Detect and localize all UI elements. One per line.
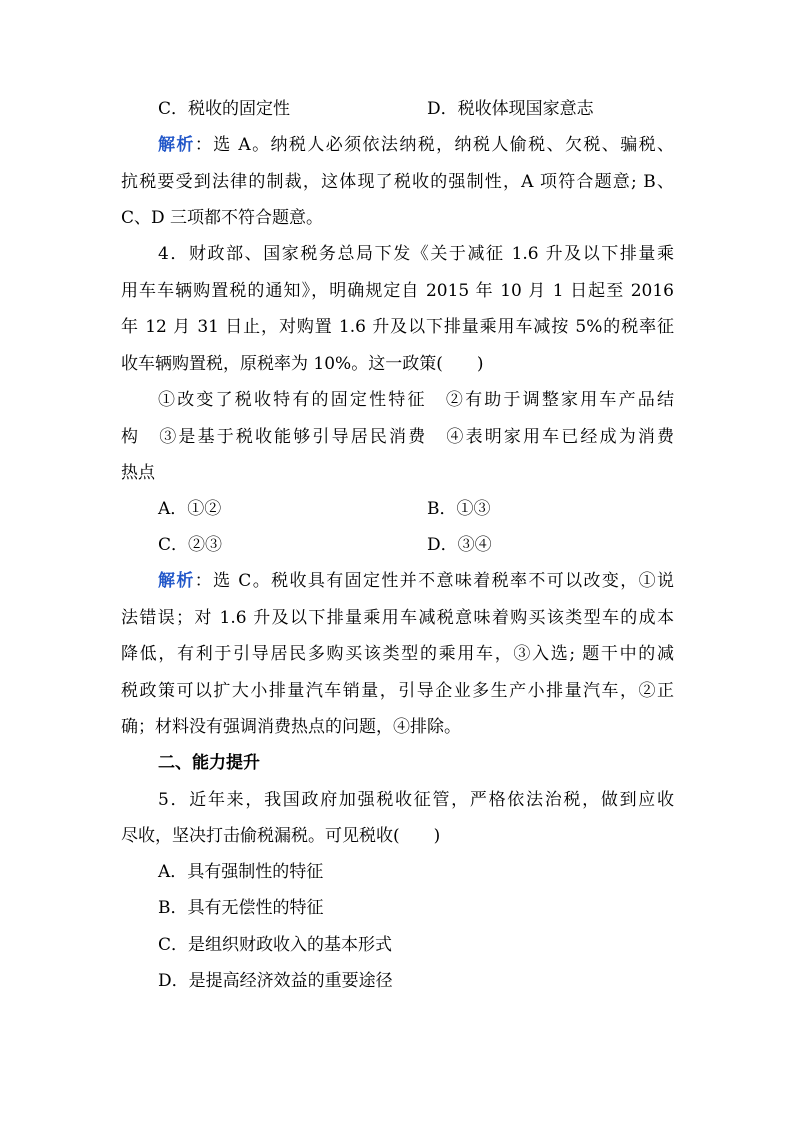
analysis-label: 解析 <box>158 135 195 155</box>
q4-analysis-line-4: 税政策可以扩大小排量汽车销量，引导企业多生产小排量汽车，②正 <box>121 681 674 701</box>
q3-analysis-text-1: ：选 A。纳税人必须依法纳税，纳税人偷税、欠税、骗税、 <box>194 135 674 155</box>
q4-analysis-line-3: 降低，有利于引导居民多购买该类型的乘用车，③入选; 题干中的减 <box>121 644 674 664</box>
q4-stem-line-2: 用车车辆购置税的通知》，明确规定自 2015 年 10 月 1 日起至 2016 <box>121 281 674 301</box>
q4-analysis-text-1: ：选 C。税收具有固定性并不意味着税率不可以改变，①说 <box>194 571 674 591</box>
q5-stem-line-1: 5．近年来，我国政府加强税收征管，严格依法治税，做到应收 <box>158 790 674 810</box>
q3-option-c: C．税收的固定性 <box>158 99 291 119</box>
q5-option-b: B．具有无偿性的特征 <box>158 898 324 918</box>
analysis-label: 解析 <box>158 571 195 591</box>
q4-option-b: B．①③ <box>427 499 491 519</box>
q4-option-c: C．②③ <box>158 535 223 555</box>
q4-stem-line-3: 年 12 月 31 日止，对购置 1.6 升及以下排量乘用车减按 5%的税率征 <box>121 317 674 337</box>
q3-analysis-line-3: C、D 三项都不符合题意。 <box>121 208 324 228</box>
q4-statements-line-1: ①改变了税收特有的固定性特征 ②有助于调整家用车产品结 <box>158 390 674 410</box>
q4-analysis-line-1 <box>158 563 674 599</box>
q5-option-c: C．是组织财政收入的基本形式 <box>158 935 393 955</box>
q4-analysis-line-2: 法错误；对 1.6 升及以下排量乘用车减税意味着购买该类型车的成本 <box>121 608 674 628</box>
q4-statements-line-2: 构 ③是基于税收能够引导居民消费 ④表明家用车已经成为消费 <box>121 427 674 447</box>
q4-option-a: A．①② <box>158 499 222 519</box>
q3-analysis-line-2: 抗税要受到法律的制裁，这体现了税收的强制性，A 项符合题意; B、 <box>121 172 674 192</box>
q3-option-d: D．税收体现国家意志 <box>427 99 594 119</box>
q3-analysis-line-1 <box>158 127 674 163</box>
q4-stem-line-4: 收车辆购置税，原税率为 10%。这一政策( ) <box>121 354 484 374</box>
q4-analysis-line-5: 确；材料没有强调消费热点的问题，④排除。 <box>121 717 461 737</box>
section-heading: 二、能力提升 <box>158 753 260 773</box>
q5-stem-line-2: 尽收，坚决打击偷税漏税。可见税收( ) <box>121 826 441 846</box>
q5-option-a: A．具有强制性的特征 <box>158 862 324 882</box>
q4-option-d: D．③④ <box>427 535 492 555</box>
q5-option-d: D．是提高经济效益的重要途径 <box>158 971 393 991</box>
q4-stem-line-1: 4．财政部、国家税务总局下发《关于减征 1.6 升及以下排量乘 <box>158 244 674 264</box>
q4-statements-line-3: 热点 <box>121 463 155 483</box>
